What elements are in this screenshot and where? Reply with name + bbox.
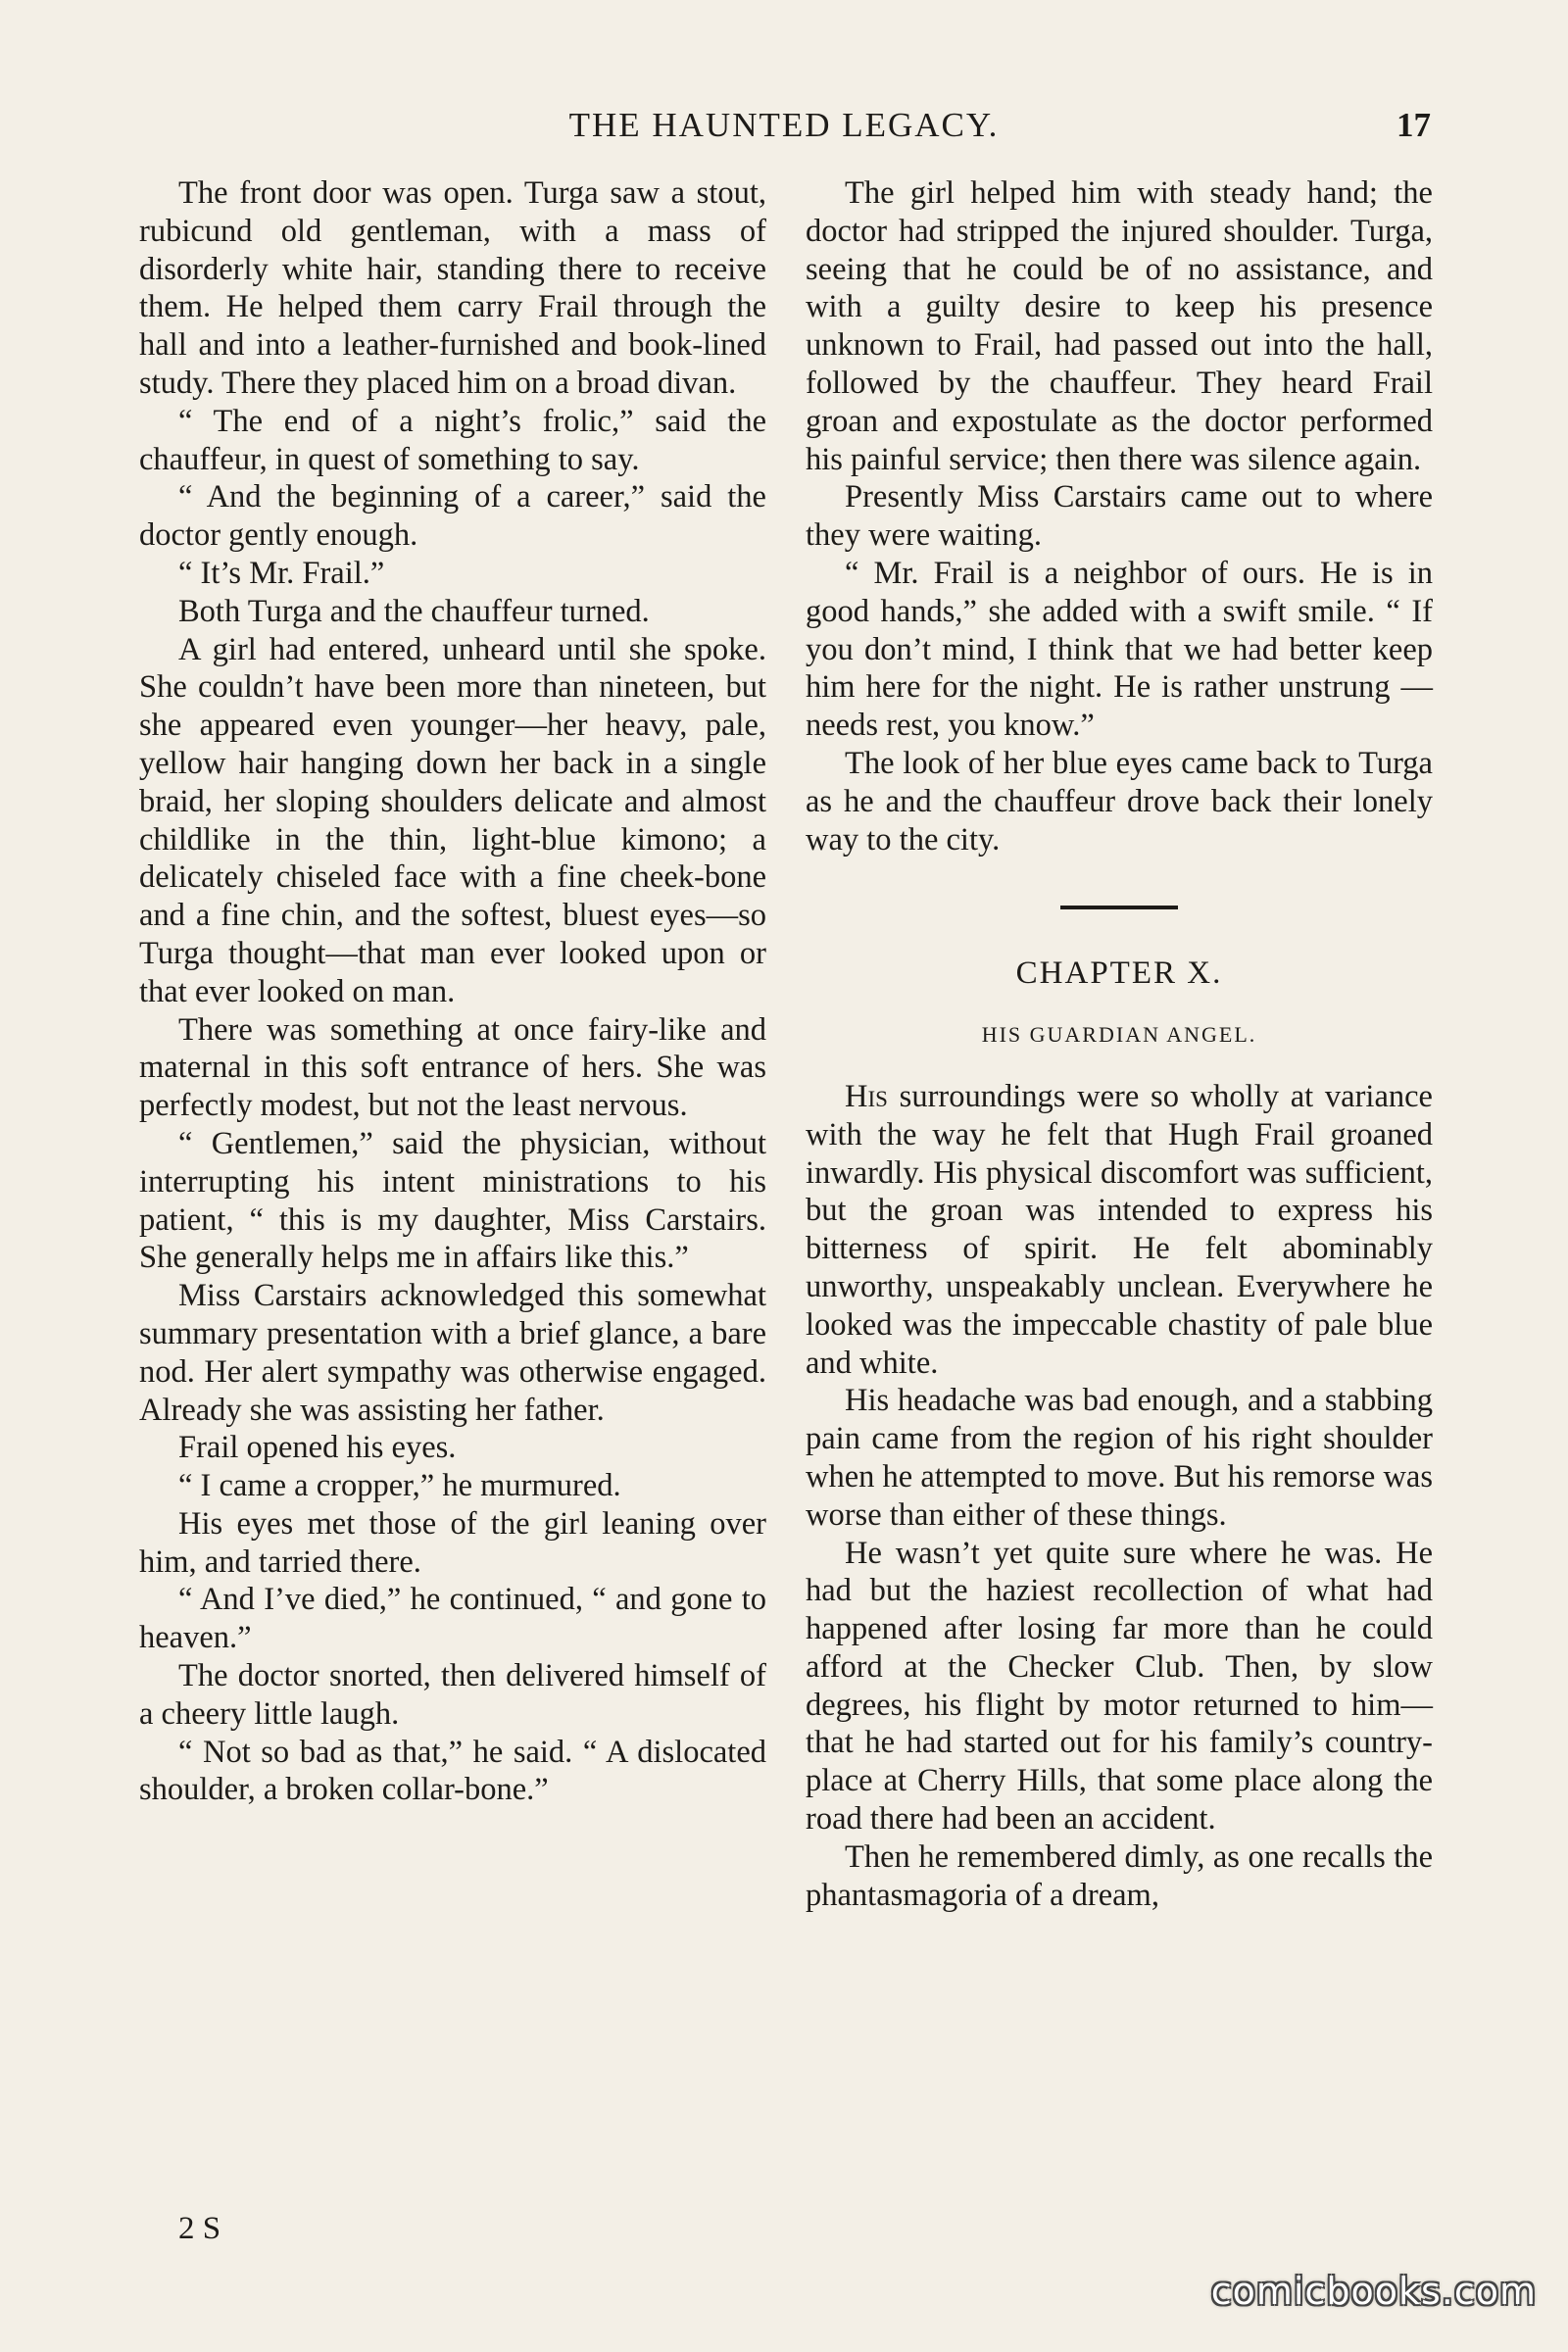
page-number: 17 [1396, 106, 1431, 144]
paragraph: Both Turga and the chauffeur turned. [178, 593, 650, 629]
paragraph: There was something at once fairy-like and maternal in this soft entrance of hers. She was perfectly modest, but not the least nervous. [139, 1011, 766, 1124]
chapter-subtitle: HIS GUARDIAN ANGEL. [981, 1022, 1257, 1048]
chapter-divider [1060, 906, 1178, 909]
running-title: THE HAUNTED LEGACY. [568, 106, 1000, 144]
paragraph: “ Not so bad as that,” he said. “ A dislocated shoulder, a broken collar-bone.” [139, 1734, 766, 1808]
site-watermark: comicbooks.com [1210, 2270, 1537, 2313]
paragraph: Then he remembered dimly, as one recalls the phantasmagoria of a dream, [806, 1838, 1433, 1913]
paragraph: The doctor snorted, then delivered himself of a cheery little laugh. [139, 1658, 766, 1732]
paragraph: The look of her blue eyes came back to Turga as he and the chauffeur drove back their lonely way to the city. [806, 745, 1433, 858]
chapter-opening-text: surroundings were so wholly at variance with the way he felt that Hugh Frail groaned inwardly. His physical discomfort was sufficient, but the groan was intended to express his bitterness of spirit. He felt abominably unworthy, unspeakably unclean. Everywhere he looked was the impeccable chastity of pale blue and white. [806, 1078, 1433, 1381]
chapter-first-word: His [845, 1078, 888, 1114]
paragraph: “ It’s Mr. Frail.” [178, 555, 385, 591]
paragraph: “ I came a cropper,” he murmured. [178, 1468, 621, 1504]
page-header [137, 106, 1431, 161]
printer-signature-mark: 2 S [178, 2211, 221, 2246]
paragraph: “ Gentlemen,” said the physician, without interrupting his intent ministrations to his patient, “ this is my daughter, Miss Carstairs. She generally helps me in affairs like this.” [139, 1125, 766, 1276]
left-column [139, 174, 766, 1809]
paragraph: The front door was open. Turga saw a stout, rubicund old gentleman, with a mass of disorderly white hair, standing there to receive them. He helped them carry Frail through the hall and into a leather-furnished and book-lined study. There they placed him on a broad divan. [139, 175, 766, 401]
chapter-title: CHAPTER X. [1015, 956, 1223, 992]
paragraph: The girl helped him with steady hand; the doctor had stripped the injured shoulder. Turga, seeing that he could be of no assistance, and with a guilty desire to keep his presence unknown to Frail, had passed out into the hall, followed by the chauffeur. They heard Frail groan and expostulate as the doctor performed his painful service; then there was silence again. [806, 175, 1433, 477]
paragraph: Miss Carstairs acknowledged this somewhat summary presentation with a brief glance, a bare nod. Her alert sympathy was otherwise engaged. Already she was assisting her father. [139, 1278, 766, 1428]
paragraph: His headache was bad enough, and a stabbing pain came from the region of his right shoulder when he attempted to move. But his remorse was worse than either of these things. [806, 1383, 1433, 1533]
paragraph: “ Mr. Frail is a neighbor of ours. He is in good hands,” she added with a swift smile. “ If you don’t mind, I think that we had better keep him here for the night. He is rather unstrung —needs rest, you know.” [806, 555, 1433, 744]
paragraph: A girl had entered, unheard until she spoke. She couldn’t have been more than nineteen, but she appeared even younger—her heavy, pale, yellow hair hanging down her back in a single braid, her sloping shoulders delicate and almost childlike in the thin, light-blue kimono; a delicately chiseled face with a fine cheek-bone and a fine chin, and the softest, bluest eyes—so Turga thought—that man ever looked upon or that ever looked on man. [139, 631, 766, 1009]
paragraph: Frail opened his eyes. [178, 1430, 457, 1466]
paragraph: “ And the beginning of a career,” said the doctor gently enough. [139, 479, 766, 554]
paragraph: He wasn’t yet quite sure where he was. He had but the haziest recollection of what had happened after losing far more than he could afford at the Checker Club. Then, by slow degrees, his flight by motor returned to him—that he had started out for his family’s country-place at Cherry Hills, that some place along the road there had been an accident. [806, 1535, 1433, 1838]
paragraph: “ The end of a night’s frolic,” said the chauffeur, in quest of something to say. [139, 403, 766, 477]
chapter-opening-paragraph [806, 1078, 1433, 1382]
paragraph: Presently Miss Carstairs came out to where they were waiting. [806, 479, 1433, 554]
paragraph: “ And I’ve died,” he continued, “ and gone to heaven.” [139, 1582, 766, 1656]
paragraph: His eyes met those of the girl leaning over him, and tarried there. [139, 1505, 766, 1580]
right-column [806, 174, 1433, 1914]
